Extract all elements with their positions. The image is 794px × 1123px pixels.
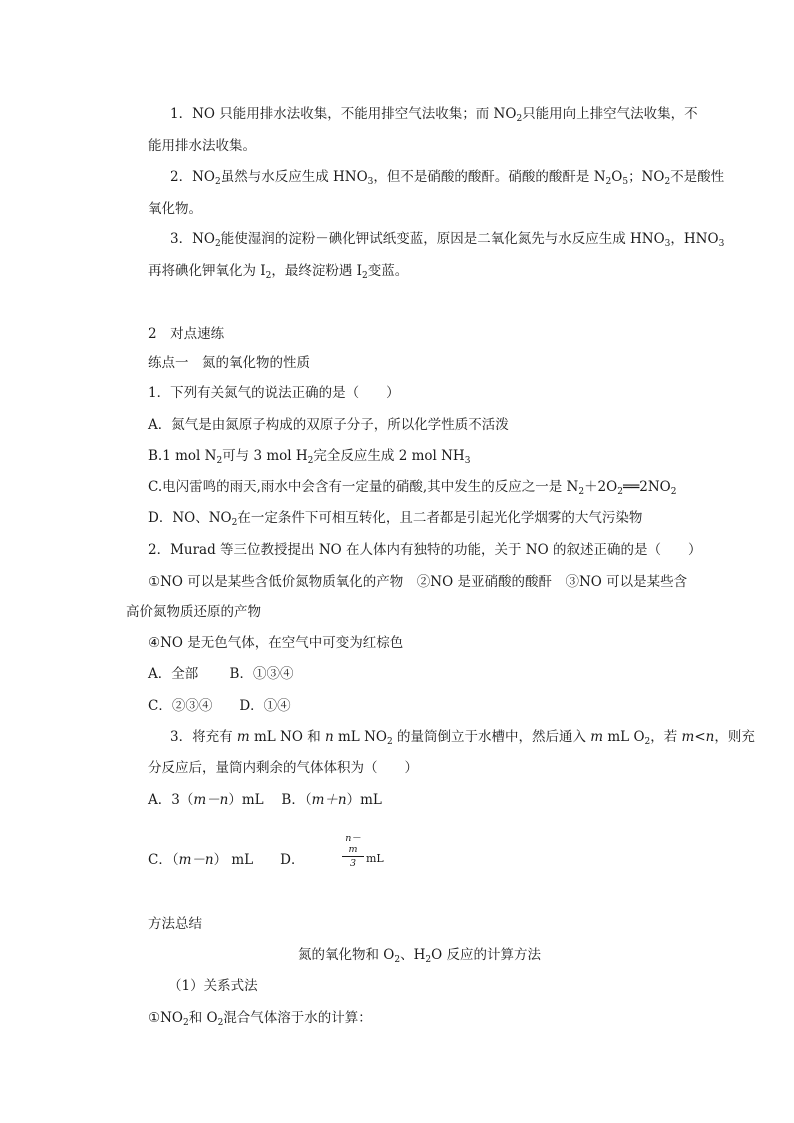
q2-stem: 2．Murad 等三位教授提出 NO 在人体内有独特的功能，关于 NO 的叙述正确的是（ ）	[148, 542, 702, 558]
q2-statements-1-cont: 高价氮物质还原的产物	[126, 604, 261, 620]
method-item-1: $①NO_2$和 $O_2$混合气体溶于水的计算：	[148, 1010, 372, 1028]
method-heading: 方法总结	[148, 916, 202, 932]
fraction-denominator: 3	[349, 858, 357, 869]
note-3-line-2: 再将碘化钾氧化为 $I_2$，最终淀粉遇 $I_2$变蓝。	[148, 263, 409, 281]
q2-options-cd: C．②③④ D．①④	[148, 698, 291, 714]
note-2-line-2: 氧化物。	[148, 201, 202, 217]
note-1-line-1: 1．NO 只能用排水法收集，不能用排空气法收集；而 $NO_2$只能用向上排空气法收集，不	[170, 106, 698, 124]
q2-statements-1: ①NO 可以是某些含低价氮物质氧化的产物 ②NO 是亚硝酸的酸酐 ③NO 可以是某些含	[148, 574, 688, 590]
note-3-line-1: 3．$NO_2$能使湿润的淀粉－碘化钾试纸变蓝，原因是二氧化氮先与水反应生成 $HNO_3$，$HNO_3$	[170, 231, 725, 249]
q1-option-a: A．氮气是由氮原子构成的双原子分子，所以化学性质不活泼	[148, 417, 509, 433]
fraction-bar	[342, 856, 364, 857]
q3-options-ab: A．3（m－n）mL B．（m＋n）mL	[148, 792, 382, 808]
q2-statement-4: ④NO 是无色气体，在空气中可变为红棕色	[148, 635, 404, 651]
q1-option-c: C.电闪雷鸣的雨天,雨水中会含有一定量的硝酸,其中发生的反应之一是 $N_2+2O_2══2NO_2$	[148, 479, 677, 497]
q1-option-d: D．NO、$NO_2$在一定条件下可相互转化，且二者都是引起光化学烟雾的大气污染物	[148, 510, 643, 528]
practice-point-1: 练点一 氮的氧化物的性质	[148, 355, 310, 371]
q1-option-b: B.1 mol $N_2$可与 3 mol $H_2$完全反应生成 2 mol $NH_3$	[148, 448, 471, 466]
q1-stem: 1．下列有关氮气的说法正确的是（ ）	[148, 385, 400, 401]
method-subheading-1: （1）关系式法	[168, 978, 258, 994]
q3-stem-line-1: 3．将充有 m mL NO 和 n mL $NO_2$ 的量筒倒立于水槽中，然后通入 m mL $O_2$，若 m<n，则充	[170, 729, 755, 747]
fraction-numerator: n－m	[345, 833, 361, 855]
q3-options-cd: C．（m－n） mL D．	[148, 852, 305, 868]
method-title: 氮的氧化物和 $O_2$、$H_2O$ 反应的计算方法	[298, 947, 541, 965]
q3-stem-line-2: 分反应后，量筒内剩余的气体体积为（ ）	[148, 760, 418, 776]
note-2-line-1: 2．$NO_2$虽然与水反应生成 $HNO_3$，但不是硝酸的酸酐。硝酸的酸酐是 $N_2O_5$；$NO_2$不是酸性	[170, 169, 725, 187]
q2-options-ab: A．全部 B．①③④	[148, 666, 294, 682]
q3-option-d-fraction	[342, 830, 364, 869]
note-1-line-2: 能用排水法收集。	[148, 138, 256, 154]
section-heading: 2 对点速练	[148, 326, 225, 342]
q3-option-d-unit: mL	[366, 852, 384, 865]
